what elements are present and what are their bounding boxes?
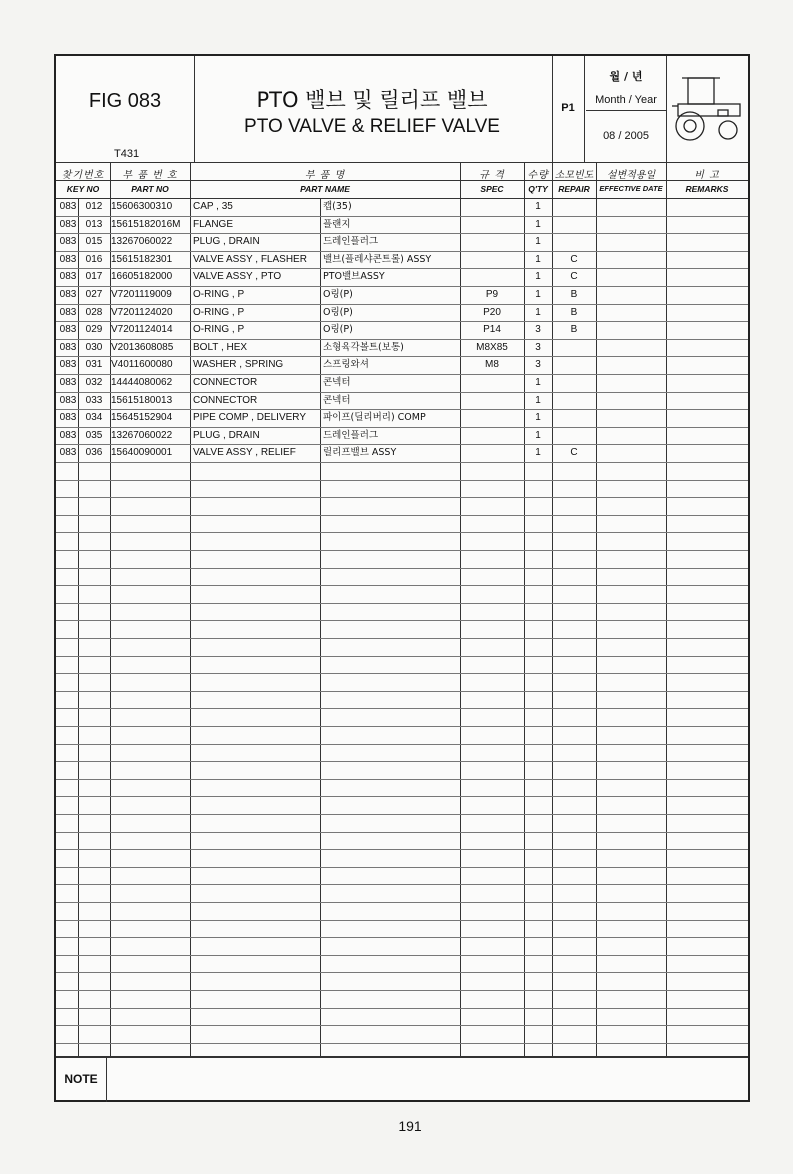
cell-spec: [460, 374, 524, 392]
cell-repair: B: [570, 324, 578, 336]
page-code: P1: [561, 102, 575, 114]
col-header-ko-spec: 규 격: [479, 170, 505, 181]
fig-number: FIG 083: [88, 90, 162, 112]
cell-qty: 1: [535, 447, 541, 459]
cell-qty: 3: [535, 341, 541, 353]
cell-part-no: 16605182000: [111, 271, 173, 283]
cell-name-en: VALVE ASSY , RELIEF: [193, 447, 296, 459]
model-code: T431: [114, 148, 140, 160]
cell-spec: [460, 427, 524, 445]
cell-key: 015: [85, 236, 103, 248]
cell-qty: 1: [535, 306, 541, 318]
tractor-icon: [668, 66, 748, 150]
cell-part-no: 15640090001: [111, 447, 173, 459]
col-header-ko-repair: 소모빈도: [554, 170, 594, 181]
cell-repair: [552, 216, 596, 234]
cell-part-no: 13267060022: [111, 429, 173, 441]
cell-spec: M8X85: [476, 341, 508, 353]
cell-repair: [552, 356, 596, 374]
cell-part-no: 13267060022: [111, 236, 173, 248]
cell-qty: 1: [535, 218, 541, 230]
cell-spec: P14: [483, 324, 501, 336]
cell-name-ko: 콘넥터: [323, 394, 351, 406]
cell-name-ko: 드레인플러그: [323, 429, 379, 441]
cell-name-ko: 드레인플러그: [323, 236, 379, 248]
cell-repair: [552, 233, 596, 251]
cell-name-en: CONNECTOR: [193, 394, 258, 406]
cell-spec: [460, 233, 524, 251]
cell-name-ko: 플랜지: [323, 218, 351, 230]
cell-fig: 083: [59, 412, 77, 424]
cell-key: 016: [85, 253, 103, 265]
cell-spec: M8: [485, 359, 499, 371]
cell-qty: 1: [535, 394, 541, 406]
page-number: 191: [398, 1118, 422, 1134]
cell-name-en: FLANGE: [193, 218, 234, 230]
cell-qty: 1: [535, 289, 541, 300]
cell-spec: [460, 392, 524, 410]
cell-fig: 083: [59, 306, 77, 318]
cell-part-no: 15615180013: [111, 394, 173, 406]
cell-repair: C: [570, 253, 578, 265]
col-header-en-effective-date: EFFECTIVE DATE: [599, 184, 663, 193]
cell-name-ko: 밸브(플레샤콘트롤) ASSY: [323, 253, 432, 265]
cell-fig: 083: [59, 447, 77, 459]
col-header-ko-part-name: 부 품 명: [304, 170, 346, 181]
col-header-ko-effective-date: 설변적용일: [606, 170, 656, 181]
cell-name-en: CONNECTOR: [193, 377, 258, 388]
month-year-value: 08 / 2005: [603, 130, 649, 142]
cell-name-en: PLUG , DRAIN: [193, 236, 260, 248]
cell-fig: 083: [59, 218, 77, 230]
cell-qty: 1: [535, 429, 541, 441]
cell-key: 031: [85, 359, 103, 371]
cell-spec: [460, 251, 524, 269]
cell-key: 033: [85, 394, 103, 406]
cell-key: 036: [85, 447, 103, 459]
col-header-en-repair: REPAIR: [558, 184, 590, 194]
cell-name-en: VALVE ASSY , PTO: [193, 271, 282, 283]
cell-name-ko: 소형육각볼트(보통): [323, 341, 404, 353]
col-header-ko-remarks: 비 고: [694, 170, 720, 181]
cell-fig: 083: [59, 394, 77, 406]
cell-qty: 1: [535, 253, 541, 265]
cell-qty: 1: [535, 377, 541, 388]
cell-qty: 1: [535, 412, 541, 424]
cell-spec: P20: [483, 306, 501, 318]
cell-key: 035: [85, 429, 103, 441]
cell-fig: 083: [59, 236, 77, 248]
cell-part-no: V4011600080: [111, 359, 173, 371]
cell-name-ko: 파이프(딜리버리) COMP: [323, 412, 426, 424]
cell-qty: 1: [535, 201, 541, 212]
cell-key: 029: [85, 324, 103, 336]
cell-key: 028: [85, 306, 103, 318]
cell-name-ko: O링(P): [323, 324, 353, 336]
cell-key: 027: [85, 289, 103, 300]
cell-key: 034: [85, 412, 103, 424]
cell-name-ko: PTO밸브ASSY: [323, 271, 385, 283]
month-year-label-ko: 월 / 년: [609, 70, 643, 83]
cell-name-ko: 스프링와셔: [323, 359, 369, 371]
cell-spec: [460, 268, 524, 286]
cell-repair: C: [570, 271, 578, 283]
cell-repair: B: [570, 306, 578, 318]
cell-repair: [552, 392, 596, 410]
cell-fig: 083: [59, 289, 77, 300]
cell-repair: [552, 409, 596, 427]
cell-fig: 083: [59, 341, 77, 353]
cell-name-en: O-RING , P: [193, 289, 245, 300]
col-header-en-part-no: PART NO: [131, 184, 169, 194]
cell-repair: [552, 339, 596, 357]
cell-name-en: CAP , 35: [193, 201, 233, 212]
col-header-en-key: KEY NO: [66, 184, 100, 194]
col-header-ko-qty: 수량: [527, 170, 549, 181]
cell-key: 017: [85, 271, 103, 283]
cell-part-no: V7201119009: [111, 289, 172, 300]
cell-name-en: VALVE ASSY , FLASHER: [193, 253, 307, 265]
cell-part-no: 14444080062: [111, 377, 173, 388]
cell-repair: B: [570, 289, 578, 300]
cell-part-no: 15606300310: [111, 201, 173, 212]
cell-key: 012: [85, 201, 103, 212]
cell-fig: 083: [59, 324, 77, 336]
cell-part-no: 15645152904: [111, 412, 173, 424]
cell-name-en: PLUG , DRAIN: [193, 429, 260, 441]
col-header-en-qty: Q'TY: [528, 184, 548, 194]
cell-name-ko: O링(P): [323, 306, 353, 318]
note-label: NOTE: [64, 1072, 98, 1086]
cell-part-no: V7201124014: [111, 324, 173, 336]
cell-spec: [460, 216, 524, 234]
cell-name-en: O-RING , P: [193, 324, 245, 336]
cell-repair: [552, 374, 596, 392]
cell-name-ko: 릴리프밸브 ASSY: [323, 447, 397, 459]
col-header-en-part-name: PART NAME: [300, 184, 350, 194]
cell-qty: 3: [535, 359, 541, 371]
cell-qty: 1: [535, 236, 541, 248]
cell-spec: [460, 444, 524, 462]
cell-repair: [552, 198, 596, 216]
cell-key: 032: [85, 377, 103, 388]
cell-name-ko: 콘넥터: [323, 377, 351, 388]
month-year-label-en: Month / Year: [595, 94, 657, 106]
col-header-ko-part-no: 부 품 번 호: [122, 170, 178, 181]
cell-fig: 083: [59, 271, 77, 283]
cell-spec: P9: [485, 289, 499, 300]
title-korean: PTO 밸브 및 릴리프 밸브: [256, 88, 488, 112]
cell-qty: 3: [535, 324, 541, 336]
cell-fig: 083: [59, 253, 77, 265]
cell-name-en: BOLT , HEX: [193, 341, 248, 353]
cell-fig: 083: [59, 429, 77, 441]
cell-repair: C: [570, 447, 578, 459]
cell-name-en: PIPE COMP , DELIVERY: [193, 412, 307, 424]
cell-fig: 083: [59, 201, 77, 212]
cell-spec: [460, 409, 524, 427]
col-header-en-remarks: REMARKS: [685, 184, 729, 194]
cell-fig: 083: [59, 377, 77, 388]
cell-qty: 1: [535, 271, 541, 283]
cell-repair: [552, 427, 596, 445]
parts-sheet: [54, 54, 750, 1102]
col-header-en-spec: SPEC: [480, 184, 504, 194]
cell-spec: [460, 198, 524, 216]
cell-part-no: 15615182301: [111, 253, 173, 265]
cell-name-en: O-RING , P: [193, 306, 245, 318]
title-english: PTO VALVE & RELIEF VALVE: [244, 116, 500, 137]
cell-part-no: 15615182016M: [111, 218, 181, 230]
cell-part-no: V2013608085: [111, 341, 174, 353]
col-header-ko-key: 찾기번호: [61, 170, 105, 181]
cell-name-ko: 캡(35): [323, 201, 352, 212]
cell-name-ko: O링(P): [323, 289, 353, 300]
cell-key: 013: [85, 218, 103, 230]
cell-part-no: V7201124020: [111, 306, 173, 318]
cell-fig: 083: [59, 359, 77, 371]
cell-name-en: WASHER , SPRING: [193, 359, 284, 371]
cell-key: 030: [85, 341, 103, 353]
